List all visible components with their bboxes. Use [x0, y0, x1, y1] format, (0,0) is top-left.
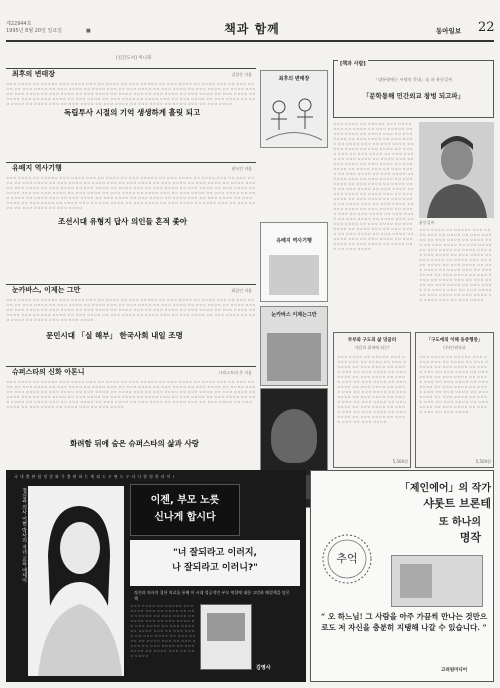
masthead-rule [6, 40, 494, 42]
section-author: 최일린 저음 [231, 288, 252, 293]
ad-seal-text: 추억 [336, 552, 358, 565]
section-author: 크리스토퍼 존 저음 [218, 370, 252, 375]
ad-quote-line2: 나 잘되라고 이러니?" [172, 563, 258, 573]
section-heading [6, 284, 256, 296]
person-portrait [419, 122, 494, 218]
book-cover-image [260, 306, 328, 386]
small-ad-price: 5,500원 [475, 458, 491, 464]
feature-box [333, 60, 494, 118]
section-heading [6, 68, 256, 80]
article-headline: 독립투사 시절의 기억 생생하게 흘릿 되고 [64, 108, 201, 117]
feature-column [333, 52, 494, 470]
small-ad-price: 5,500원 [392, 458, 408, 464]
feature-body-continued: ㅇㅇㅇ ㅇㅇㅇㅇ ㅇㅇ ㅇㅇㅇㅇㅇ ㅇㅇㅇ ㅇㅇㅇㅇ ㅇㅇㅇ ㅇㅇ ㅇㅇㅇㅇ ㅇㅇ ㅇㅇㅇ ㅇㅇㅇㅇㅇ ㅇㅇ ㅇㅇㅇ ㅇㅇㅇㅇ ㅇㅇ ㅇㅇㅇㅇ ㅇㅇㅇ ㅇㅇ ㅇㅇㅇ ㅇㅇㅇㅇ ㅇㅇ ㅇㅇㅇ ㅇㅇㅇㅇ ㅇㅇ ㅇㅇㅇ ㅇㅇㅇㅇ ㅇㅇ ㅇㅇㅇㅇ ㅇㅇㅇ ㅇㅇ ㅇㅇㅇ ㅇㅇㅇㅇ ㅇㅇ ㅇㅇㅇ ㅇㅇㅇㅇ ㅇㅇ ㅇㅇㅇ ㅇㅇㅇㅇ ㅇㅇ ㅇㅇㅇㅇ ㅇㅇㅇ ㅇㅇ ㅇㅇㅇ ㅇㅇㅇㅇ ㅇㅇ ㅇㅇㅇ ㅇㅇㅇㅇ ㅇㅇ ㅇㅇㅇ ㅇㅇㅇㅇ ㅇㅇ ㅇㅇㅇㅇ ㅇㅇㅇ ㅇㅇ ㅇㅇㅇ ㅇㅇㅇㅇ ㅇㅇ ㅇㅇㅇ ㅇㅇㅇㅇ ㅇㅇ ㅇㅇㅇ ㅇㅇㅇㅇ ㅇㅇ ㅇㅇㅇㅇ ㅇㅇㅇ ㅇㅇ ㅇㅇㅇ ㅇㅇㅇㅇ ㅇㅇ ㅇㅇㅇ ㅇㅇㅇㅇ ㅇㅇ ㅇㅇㅇ ㅇㅇㅇㅇ ㅇㅇ ㅇㅇㅇㅇ ㅇㅇㅇ ㅇㅇ ㅇㅇㅇ ㅇㅇㅇㅇ ㅇㅇ ㅇㅇㅇ ㅇㅇㅇㅇ ㅇㅇ ㅇㅇㅇ ㅇㅇㅇㅇ ㅇㅇ ㅇㅇㅇㅇ ㅇㅇㅇ ㅇㅇ ㅇㅇㅇ ㅇㅇㅇㅇ [419, 228, 492, 302]
ad-book-illustration [400, 564, 432, 598]
ad-publisher: 고려원미디어 [441, 668, 468, 673]
book-cover-title: 최후의 변태장 [278, 76, 310, 82]
advertisement-parenting-book [6, 470, 306, 682]
page-marker: ■ [86, 28, 91, 34]
small-ad-right [415, 332, 494, 468]
ad-quote-box [130, 540, 300, 586]
ad-quote-line1: "너 잘되라고 이러지, [173, 548, 257, 558]
ad-headline-box [130, 484, 240, 536]
small-ad-body: ㅇㅇㅇ ㅇㅇㅇㅇ ㅇㅇ ㅇㅇㅇㅇㅇ ㅇㅇㅇ ㅇㅇㅇㅇ ㅇㅇㅇ ㅇㅇ ㅇㅇㅇㅇ ㅇㅇ ㅇㅇㅇ ㅇㅇㅇㅇㅇ ㅇㅇ ㅇㅇㅇ ㅇㅇㅇㅇ ㅇㅇ ㅇㅇㅇㅇ ㅇㅇㅇ ㅇㅇ ㅇㅇㅇ ㅇㅇㅇㅇ ㅇㅇ ㅇㅇㅇ ㅇㅇㅇㅇ ㅇㅇ ㅇㅇㅇ ㅇㅇㅇㅇ ㅇㅇ ㅇㅇㅇㅇ ㅇㅇㅇ ㅇㅇ ㅇㅇㅇ ㅇㅇㅇㅇ ㅇㅇ ㅇㅇㅇ ㅇㅇㅇㅇ ㅇㅇ ㅇㅇㅇ ㅇㅇㅇㅇ ㅇㅇ ㅇㅇㅇㅇ ㅇㅇㅇ ㅇㅇ ㅇㅇㅇ ㅇㅇㅇㅇ ㅇㅇ ㅇㅇㅇ ㅇㅇㅇㅇ ㅇㅇ ㅇㅇㅇ ㅇㅇㅇㅇ ㅇㅇ ㅇㅇㅇㅇ ㅇㅇㅇ ㅇㅇ ㅇㅇㅇ ㅇㅇㅇㅇ ㅇㅇ ㅇㅇㅇ ㅇㅇㅇㅇ ㅇㅇ ㅇㅇㅇ ㅇㅇㅇㅇ ㅇㅇ ㅇㅇㅇㅇ ㅇㅇㅇ ㅇㅇ ㅇㅇㅇ ㅇㅇㅇㅇ ㅇㅇ ㅇㅇㅇ ㅇㅇㅇㅇ ㅇㅇ ㅇㅇㅇ ㅇㅇㅇㅇ ㅇㅇ ㅇㅇㅇㅇ ㅇㅇㅇ ㅇㅇ ㅇㅇㅇ ㅇㅇㅇㅇ [337, 355, 407, 424]
article-body: ㅇㅇㅇ ㅇㅇㅇㅇ ㅇㅇ ㅇㅇㅇㅇㅇ ㅇㅇㅇ ㅇㅇㅇㅇ ㅇㅇㅇ ㅇㅇ ㅇㅇㅇㅇ ㅇㅇ ㅇㅇㅇ ㅇㅇㅇㅇㅇ ㅇㅇ ㅇㅇㅇ ㅇㅇㅇㅇ ㅇㅇ ㅇㅇㅇㅇ ㅇㅇㅇ ㅇㅇ ㅇㅇㅇ ㅇㅇㅇㅇ ㅇㅇ ㅇㅇㅇ ㅇㅇㅇㅇ ㅇㅇ ㅇㅇㅇ ㅇㅇㅇㅇ ㅇㅇ ㅇㅇㅇㅇ ㅇㅇㅇ ㅇㅇ ㅇㅇㅇ ㅇㅇㅇㅇ ㅇㅇ ㅇㅇㅇ ㅇㅇㅇㅇ ㅇㅇ ㅇㅇㅇ ㅇㅇㅇㅇ ㅇㅇ ㅇㅇㅇㅇ ㅇㅇㅇ ㅇㅇ ㅇㅇㅇ ㅇㅇㅇㅇ ㅇㅇ ㅇㅇㅇ ㅇㅇㅇㅇ ㅇㅇ ㅇㅇㅇ ㅇㅇㅇㅇ ㅇㅇ ㅇㅇㅇㅇ ㅇㅇㅇ ㅇㅇ ㅇㅇㅇ ㅇㅇㅇㅇ ㅇㅇ ㅇㅇㅇ ㅇㅇㅇㅇ ㅇㅇ ㅇㅇㅇ ㅇㅇㅇㅇ ㅇㅇ ㅇㅇㅇㅇ ㅇㅇㅇ ㅇㅇ ㅇㅇㅇ ㅇㅇㅇㅇ ㅇㅇ ㅇㅇㅇ ㅇㅇㅇㅇ ㅇㅇ ㅇㅇㅇ ㅇㅇㅇㅇ ㅇㅇ ㅇㅇㅇㅇ ㅇㅇㅇ ㅇㅇ ㅇㅇㅇ ㅇㅇㅇㅇ ㅇㅇ ㅇㅇㅇ ㅇㅇㅇㅇ ㅇㅇ ㅇㅇㅇ ㅇㅇㅇㅇ ㅇㅇ ㅇㅇㅇㅇ ㅇㅇㅇ ㅇㅇ ㅇㅇㅇ ㅇㅇㅇㅇ ㅇㅇ ㅇㅇㅇ ㅇㅇㅇㅇ ㅇㅇ ㅇㅇㅇ ㅇㅇㅇㅇ ㅇㅇ ㅇㅇㅇㅇ ㅇㅇㅇ ㅇㅇ ㅇㅇㅇ ㅇㅇㅇㅇ [6, 82, 256, 106]
article-body: ㅇㅇㅇ ㅇㅇㅇㅇ ㅇㅇ ㅇㅇㅇㅇㅇ ㅇㅇㅇ ㅇㅇㅇㅇ ㅇㅇㅇ ㅇㅇ ㅇㅇㅇㅇ ㅇㅇ ㅇㅇㅇ ㅇㅇㅇㅇㅇ ㅇㅇ ㅇㅇㅇ ㅇㅇㅇㅇ ㅇㅇ ㅇㅇㅇㅇ ㅇㅇㅇ ㅇㅇ ㅇㅇㅇ ㅇㅇㅇㅇ ㅇㅇ ㅇㅇㅇ ㅇㅇㅇㅇ ㅇㅇ ㅇㅇㅇ ㅇㅇㅇㅇ ㅇㅇ ㅇㅇㅇㅇ ㅇㅇㅇ ㅇㅇ ㅇㅇㅇ ㅇㅇㅇㅇ ㅇㅇ ㅇㅇㅇ ㅇㅇㅇㅇ ㅇㅇ ㅇㅇㅇ ㅇㅇㅇㅇ ㅇㅇ ㅇㅇㅇㅇ ㅇㅇㅇ ㅇㅇ ㅇㅇㅇ ㅇㅇㅇㅇ ㅇㅇ ㅇㅇㅇ ㅇㅇㅇㅇ ㅇㅇ ㅇㅇㅇ ㅇㅇㅇㅇ ㅇㅇ ㅇㅇㅇㅇ ㅇㅇㅇ ㅇㅇ ㅇㅇㅇ ㅇㅇㅇㅇ ㅇㅇ ㅇㅇㅇ ㅇㅇㅇㅇ ㅇㅇ ㅇㅇㅇ ㅇㅇㅇㅇ ㅇㅇ ㅇㅇㅇㅇ ㅇㅇㅇ ㅇㅇ ㅇㅇㅇ ㅇㅇㅇㅇ ㅇㅇ ㅇㅇㅇ ㅇㅇㅇㅇ ㅇㅇ ㅇㅇㅇ ㅇㅇㅇㅇ ㅇㅇ ㅇㅇㅇㅇ ㅇㅇㅇ ㅇㅇ ㅇㅇㅇ ㅇㅇㅇㅇ ㅇㅇ ㅇㅇㅇ ㅇㅇㅇㅇ ㅇㅇ ㅇㅇㅇ ㅇㅇㅇㅇ ㅇㅇ ㅇㅇㅇㅇ ㅇㅇㅇ ㅇㅇ ㅇㅇㅇ ㅇㅇㅇㅇ ㅇㅇ ㅇㅇㅇ ㅇㅇㅇㅇ ㅇㅇ ㅇㅇㅇ ㅇㅇㅇㅇ ㅇㅇ ㅇㅇㅇㅇ ㅇㅇㅇ ㅇㅇ ㅇㅇㅇ ㅇㅇㅇㅇ ㅇㅇ ㅇㅇㅇ ㅇㅇㅇㅇ ㅇㅇ ㅇㅇㅇ ㅇㅇㅇㅇ ㅇㅇ ㅇㅇㅇㅇ ㅇㅇㅇ ㅇㅇ ㅇㅇㅇ ㅇㅇㅇㅇ [6, 380, 256, 409]
book-cover-photo [269, 255, 319, 295]
newspaper-name: 동아일보 [436, 27, 462, 35]
ad-small-copy: 정신과 의사의 집단 치료를 통해 이 시대 성공적인 부모 역할에 대한 고민과 해결책을 담은 책 [134, 590, 290, 601]
ad-portrait [28, 486, 124, 676]
ad-title-line4: 명작 [459, 531, 481, 544]
section-title: 최후의 변태장 [12, 70, 56, 78]
portrait-photo [419, 122, 494, 218]
article-headline: 조선시대 유형지 답사 의인들 흔적 좇아 [58, 217, 187, 226]
masthead [6, 20, 494, 52]
ad-title-line2: 샤롯트 브론테 [423, 497, 491, 510]
book-cover-photo [271, 409, 317, 463]
article-body: ㅇㅇㅇ ㅇㅇㅇㅇ ㅇㅇ ㅇㅇㅇㅇㅇ ㅇㅇㅇ ㅇㅇㅇㅇ ㅇㅇㅇ ㅇㅇ ㅇㅇㅇㅇ ㅇㅇ ㅇㅇㅇ ㅇㅇㅇㅇㅇ ㅇㅇ ㅇㅇㅇ ㅇㅇㅇㅇ ㅇㅇ ㅇㅇㅇㅇ ㅇㅇㅇ ㅇㅇ ㅇㅇㅇ ㅇㅇㅇㅇ ㅇㅇ ㅇㅇㅇ ㅇㅇㅇㅇ ㅇㅇ ㅇㅇㅇ ㅇㅇㅇㅇ ㅇㅇ ㅇㅇㅇㅇ ㅇㅇㅇ ㅇㅇ ㅇㅇㅇ ㅇㅇㅇㅇ ㅇㅇ ㅇㅇㅇ ㅇㅇㅇㅇ ㅇㅇ ㅇㅇㅇ ㅇㅇㅇㅇ ㅇㅇ ㅇㅇㅇㅇ ㅇㅇㅇ ㅇㅇ ㅇㅇㅇ ㅇㅇㅇㅇ ㅇㅇ ㅇㅇㅇ ㅇㅇㅇㅇ ㅇㅇ ㅇㅇㅇ ㅇㅇㅇㅇ ㅇㅇ ㅇㅇㅇㅇ ㅇㅇㅇ ㅇㅇ ㅇㅇㅇ ㅇㅇㅇㅇ ㅇㅇ ㅇㅇㅇ ㅇㅇㅇㅇ ㅇㅇ ㅇㅇㅇ ㅇㅇㅇㅇ ㅇㅇ ㅇㅇㅇㅇ ㅇㅇㅇ ㅇㅇ ㅇㅇㅇ ㅇㅇㅇㅇ ㅇㅇ ㅇㅇㅇ ㅇㅇㅇㅇ ㅇㅇ ㅇㅇㅇ ㅇㅇㅇㅇ ㅇㅇ ㅇㅇㅇㅇ ㅇㅇㅇ ㅇㅇ ㅇㅇㅇ ㅇㅇㅇㅇ ㅇㅇ ㅇㅇㅇ ㅇㅇㅇㅇ ㅇㅇ ㅇㅇㅇ ㅇㅇㅇㅇ ㅇㅇ ㅇㅇㅇㅇ ㅇㅇㅇ ㅇㅇ ㅇㅇㅇ ㅇㅇㅇㅇ [6, 298, 256, 322]
small-ad-title: 「구도에의 이해 둥증행증」 [426, 338, 483, 343]
header-tag: [신간도서] 미니북 [116, 56, 152, 61]
ad-book-illustration [207, 613, 245, 641]
ad-title-line1: 「제인에어」의 작가 [399, 483, 491, 494]
section-title: 유배지 역사기행 [12, 164, 62, 172]
book-cover-image [260, 222, 328, 302]
section-author: 권녹인 저음 [231, 166, 252, 171]
book-cover-title: 유배지 역사기행 [276, 238, 312, 244]
ad-publisher: 김영사 [256, 665, 271, 671]
section-author: 김창준 저음 [231, 72, 252, 77]
ad-seal [321, 533, 373, 585]
section-title: 슈퍼스타의 신화 아톤니 [12, 368, 85, 376]
book-cover-image [260, 70, 328, 148]
ad-vertical-copy: 정신과 의사 이현 박사의 자녀 교육 에세이 [21, 488, 27, 583]
ad-title-line3: 또 하나의 [438, 517, 481, 528]
section-title: 눈카바스, 이제는 그만 [12, 286, 81, 294]
book-cover-photo [267, 333, 321, 381]
section-heading [6, 366, 256, 378]
ad-body-text: ㅇㅇㅇ ㅇㅇㅇㅇ ㅇㅇ ㅇㅇㅇㅇㅇ ㅇㅇㅇ ㅇㅇㅇㅇ ㅇㅇㅇ ㅇㅇ ㅇㅇㅇㅇ ㅇㅇ ㅇㅇㅇ ㅇㅇㅇㅇㅇ ㅇㅇ ㅇㅇㅇ ㅇㅇㅇㅇ ㅇㅇ ㅇㅇㅇㅇ ㅇㅇㅇ ㅇㅇ ㅇㅇㅇ ㅇㅇㅇㅇ ㅇㅇ ㅇㅇㅇ ㅇㅇㅇㅇ ㅇㅇ ㅇㅇㅇ ㅇㅇㅇㅇ ㅇㅇ ㅇㅇㅇㅇ ㅇㅇㅇ ㅇㅇ ㅇㅇㅇ ㅇㅇㅇㅇ ㅇㅇ ㅇㅇㅇ ㅇㅇㅇㅇ ㅇㅇ ㅇㅇㅇ ㅇㅇㅇㅇ ㅇㅇ ㅇㅇㅇㅇ ㅇㅇㅇ ㅇㅇ ㅇㅇㅇ ㅇㅇㅇㅇ ㅇㅇ ㅇㅇㅇ ㅇㅇㅇㅇ ㅇㅇ ㅇㅇㅇ ㅇㅇㅇㅇ ㅇㅇ ㅇㅇㅇㅇ ㅇㅇㅇ ㅇㅇ ㅇㅇㅇ ㅇㅇㅇㅇ [130, 604, 196, 658]
small-ad-left [333, 332, 411, 468]
ad-headline-line2: 신나게 합시다 [154, 512, 216, 523]
page-number: 22 [478, 20, 495, 35]
advertisement-novel [310, 470, 494, 682]
article-body: ㅇㅇㅇ ㅇㅇㅇㅇ ㅇㅇ ㅇㅇㅇㅇㅇ ㅇㅇㅇ ㅇㅇㅇㅇ ㅇㅇㅇ ㅇㅇ ㅇㅇㅇㅇ ㅇㅇ ㅇㅇㅇ ㅇㅇㅇㅇㅇ ㅇㅇ ㅇㅇㅇ ㅇㅇㅇㅇ ㅇㅇ ㅇㅇㅇㅇ ㅇㅇㅇ ㅇㅇ ㅇㅇㅇ ㅇㅇㅇㅇ ㅇㅇ ㅇㅇㅇ ㅇㅇㅇㅇ ㅇㅇ ㅇㅇㅇ ㅇㅇㅇㅇ ㅇㅇ ㅇㅇㅇㅇ ㅇㅇㅇ ㅇㅇ ㅇㅇㅇ ㅇㅇㅇㅇ ㅇㅇ ㅇㅇㅇ ㅇㅇㅇㅇ ㅇㅇ ㅇㅇㅇ ㅇㅇㅇㅇ ㅇㅇ ㅇㅇㅇㅇ ㅇㅇㅇ ㅇㅇ ㅇㅇㅇ ㅇㅇㅇㅇ ㅇㅇ ㅇㅇㅇ ㅇㅇㅇㅇ ㅇㅇ ㅇㅇㅇ ㅇㅇㅇㅇ ㅇㅇ ㅇㅇㅇㅇ ㅇㅇㅇ ㅇㅇ ㅇㅇㅇ ㅇㅇㅇㅇ ㅇㅇ ㅇㅇㅇ ㅇㅇㅇㅇ ㅇㅇ ㅇㅇㅇ ㅇㅇㅇㅇ ㅇㅇ ㅇㅇㅇㅇ ㅇㅇㅇ ㅇㅇ ㅇㅇㅇ ㅇㅇㅇㅇ ㅇㅇ ㅇㅇㅇ ㅇㅇㅇㅇ ㅇㅇ ㅇㅇㅇ ㅇㅇㅇㅇ ㅇㅇ ㅇㅇㅇㅇ ㅇㅇㅇ ㅇㅇ ㅇㅇㅇ ㅇㅇㅇㅇ ㅇㅇ ㅇㅇㅇ ㅇㅇㅇㅇ ㅇㅇ ㅇㅇㅇ ㅇㅇㅇㅇ ㅇㅇ ㅇㅇㅇㅇ ㅇㅇㅇ ㅇㅇ ㅇㅇㅇ ㅇㅇㅇㅇ ㅇㅇ ㅇㅇㅇ ㅇㅇㅇㅇ ㅇㅇ ㅇㅇㅇ ㅇㅇㅇㅇ ㅇㅇ ㅇㅇㅇㅇ ㅇㅇㅇ ㅇㅇ ㅇㅇㅇ ㅇㅇㅇㅇ ㅇㅇ ㅇㅇㅇ ㅇㅇㅇㅇ ㅇㅇ ㅇㅇㅇ ㅇㅇㅇㅇ ㅇㅇ ㅇㅇㅇㅇ ㅇㅇㅇ ㅇㅇ ㅇㅇㅇ ㅇㅇㅇㅇ ㅇㅇ ㅇㅇㅇ ㅇㅇㅇㅇ ㅇㅇ ㅇㅇㅇ ㅇㅇㅇㅇ ㅇㅇ ㅇㅇㅇㅇ ㅇㅇㅇ ㅇㅇ ㅇㅇㅇ ㅇㅇㅇㅇ ㅇㅇ ㅇㅇㅇ ㅇㅇㅇㅇ ㅇㅇ ㅇㅇㅇ ㅇㅇㅇㅇ [6, 176, 256, 210]
section-heading [6, 162, 256, 174]
issue-date: 1995년 8월 20일 일요일 [6, 28, 63, 34]
small-ad-subtitle: (주)인권자료 [443, 345, 466, 350]
ad-headline-line1: 이젠, 부모 노릇 [150, 495, 220, 506]
ad-book-image [391, 555, 483, 607]
portrait-caption: 윤동길씨 [419, 220, 435, 225]
book-cover-title: 눈카바스 이제는그만 [271, 312, 317, 318]
feature-tag: [책과 사람] [340, 61, 366, 67]
woman-portrait [28, 486, 124, 676]
issue-number: 제22944호 [6, 21, 32, 27]
small-ad-subtitle: 자칼과 위세에 되는! [354, 345, 390, 350]
book-cover-illustration [261, 85, 327, 145]
ad-book-image [200, 604, 252, 670]
ad-quote: “ 오 하느님! 그 사람을 아주 가끔씩 만나는 것만으로도 저 자신을 충분히 지탱해 나갈 수 있습니다. ” [320, 612, 488, 632]
article-headline: 문민시대 「실 해부」 한국사회 내일 조명 [46, 331, 183, 340]
feature-author-line: 「대통령에는 서양의 문대」를 펴 윤동길씨 [373, 77, 453, 82]
section-title: 책과 함께 [224, 22, 280, 36]
feature-body: ㅇㅇㅇ ㅇㅇㅇㅇ ㅇㅇ ㅇㅇㅇㅇㅇ ㅇㅇㅇ ㅇㅇㅇㅇ ㅇㅇㅇ ㅇㅇ ㅇㅇㅇㅇ ㅇㅇ ㅇㅇㅇ ㅇㅇㅇㅇㅇ ㅇㅇ ㅇㅇㅇ ㅇㅇㅇㅇ ㅇㅇ ㅇㅇㅇㅇ ㅇㅇㅇ ㅇㅇ ㅇㅇㅇ ㅇㅇㅇㅇ ㅇㅇ ㅇㅇㅇ ㅇㅇㅇㅇ ㅇㅇ ㅇㅇㅇ ㅇㅇㅇㅇ ㅇㅇ ㅇㅇㅇㅇ ㅇㅇㅇ ㅇㅇ ㅇㅇㅇ ㅇㅇㅇㅇ ㅇㅇ ㅇㅇㅇ ㅇㅇㅇㅇ ㅇㅇ ㅇㅇㅇ ㅇㅇㅇㅇ ㅇㅇ ㅇㅇㅇㅇ ㅇㅇㅇ ㅇㅇ ㅇㅇㅇ ㅇㅇㅇㅇ ㅇㅇ ㅇㅇㅇ ㅇㅇㅇㅇ ㅇㅇ ㅇㅇㅇ ㅇㅇㅇㅇ ㅇㅇ ㅇㅇㅇㅇ ㅇㅇㅇ ㅇㅇ ㅇㅇㅇ ㅇㅇㅇㅇ ㅇㅇ ㅇㅇㅇ ㅇㅇㅇㅇ ㅇㅇ ㅇㅇㅇ ㅇㅇㅇㅇ ㅇㅇ ㅇㅇㅇㅇ ㅇㅇㅇ ㅇㅇ ㅇㅇㅇ ㅇㅇㅇㅇ ㅇㅇ ㅇㅇㅇ ㅇㅇㅇㅇ ㅇㅇ ㅇㅇㅇ ㅇㅇㅇㅇ ㅇㅇ ㅇㅇㅇㅇ ㅇㅇㅇ ㅇㅇ ㅇㅇㅇ ㅇㅇㅇㅇ ㅇㅇ ㅇㅇㅇ ㅇㅇㅇㅇ ㅇㅇ ㅇㅇㅇ ㅇㅇㅇㅇ ㅇㅇ ㅇㅇㅇㅇ ㅇㅇㅇ ㅇㅇ ㅇㅇㅇ ㅇㅇㅇㅇ ㅇㅇ ㅇㅇㅇ ㅇㅇㅇㅇ ㅇㅇ ㅇㅇㅇ ㅇㅇㅇㅇ ㅇㅇ ㅇㅇㅇㅇ ㅇㅇㅇ ㅇㅇ ㅇㅇㅇ ㅇㅇㅇㅇ ㅇㅇ ㅇㅇㅇ ㅇㅇㅇㅇ ㅇㅇ ㅇㅇㅇ ㅇㅇㅇㅇ ㅇㅇ ㅇㅇㅇㅇ ㅇㅇㅇ ㅇㅇ ㅇㅇㅇ ㅇㅇㅇㅇ ㅇㅇ ㅇㅇㅇ ㅇㅇㅇㅇ ㅇㅇ ㅇㅇㅇ ㅇㅇㅇㅇ ㅇㅇ ㅇㅇㅇㅇ ㅇㅇㅇ ㅇㅇ ㅇㅇㅇ ㅇㅇㅇㅇ ㅇㅇ ㅇㅇㅇ ㅇㅇㅇㅇ ㅇㅇ ㅇㅇㅇ ㅇㅇㅇㅇ ㅇㅇ ㅇㅇㅇㅇ ㅇㅇㅇ ㅇㅇ ㅇㅇㅇ ㅇㅇㅇㅇ ㅇㅇ ㅇㅇㅇ ㅇㅇㅇㅇ ㅇㅇ ㅇㅇㅇ ㅇㅇㅇㅇ ㅇㅇ ㅇㅇㅇㅇ ㅇㅇㅇ ㅇㅇ ㅇㅇㅇ ㅇㅇㅇㅇ ㅇㅇ ㅇㅇㅇ ㅇㅇㅇㅇ ㅇㅇ ㅇㅇㅇ ㅇㅇㅇㅇ ㅇㅇ ㅇㅇㅇㅇ ㅇㅇㅇ ㅇㅇ ㅇㅇㅇ ㅇㅇㅇㅇ ㅇㅇ ㅇㅇㅇ ㅇㅇㅇㅇ ㅇㅇ ㅇㅇㅇ ㅇㅇㅇㅇ ㅇㅇ ㅇㅇㅇㅇ ㅇㅇㅇ ㅇㅇ ㅇㅇㅇ ㅇㅇㅇㅇ [333, 122, 414, 251]
small-ad-body: ㅇㅇㅇ ㅇㅇㅇㅇ ㅇㅇ ㅇㅇㅇㅇㅇ ㅇㅇㅇ ㅇㅇㅇㅇ ㅇㅇㅇ ㅇㅇ ㅇㅇㅇㅇ ㅇㅇ ㅇㅇㅇ ㅇㅇㅇㅇㅇ ㅇㅇ ㅇㅇㅇ ㅇㅇㅇㅇ ㅇㅇ ㅇㅇㅇㅇ ㅇㅇㅇ ㅇㅇ ㅇㅇㅇ ㅇㅇㅇㅇ ㅇㅇ ㅇㅇㅇ ㅇㅇㅇㅇ ㅇㅇ ㅇㅇㅇ ㅇㅇㅇㅇ ㅇㅇ ㅇㅇㅇㅇ ㅇㅇㅇ ㅇㅇ ㅇㅇㅇ ㅇㅇㅇㅇ ㅇㅇ ㅇㅇㅇ ㅇㅇㅇㅇ ㅇㅇ ㅇㅇㅇ ㅇㅇㅇㅇ ㅇㅇ ㅇㅇㅇㅇ ㅇㅇㅇ ㅇㅇ ㅇㅇㅇ ㅇㅇㅇㅇ ㅇㅇ ㅇㅇㅇ ㅇㅇㅇㅇ ㅇㅇ ㅇㅇㅇ ㅇㅇㅇㅇ ㅇㅇ ㅇㅇㅇㅇ ㅇㅇㅇ ㅇㅇ ㅇㅇㅇ ㅇㅇㅇㅇ ㅇㅇ ㅇㅇㅇ ㅇㅇㅇㅇ ㅇㅇ ㅇㅇㅇ ㅇㅇㅇㅇ ㅇㅇ ㅇㅇㅇㅇ ㅇㅇㅇ ㅇㅇ ㅇㅇㅇ ㅇㅇㅇㅇ [419, 355, 489, 414]
small-ad-title: 부부와 구도의 삶 덩굴러 [347, 338, 397, 343]
review-column [6, 52, 331, 470]
article-headline: 화려함 뒤에 숨은 슈퍼스타의 삶과 사랑 [70, 439, 199, 448]
ad-top-banner: 국 내 출 판 됩 정 상 와 가 출 판 하 는 세 외 도 우 판 도 우 라 디 한 원 한 라 이 ! [14, 474, 175, 479]
feature-headline: 「문학통해 민간외교 창벙 되고파」 [362, 92, 465, 100]
